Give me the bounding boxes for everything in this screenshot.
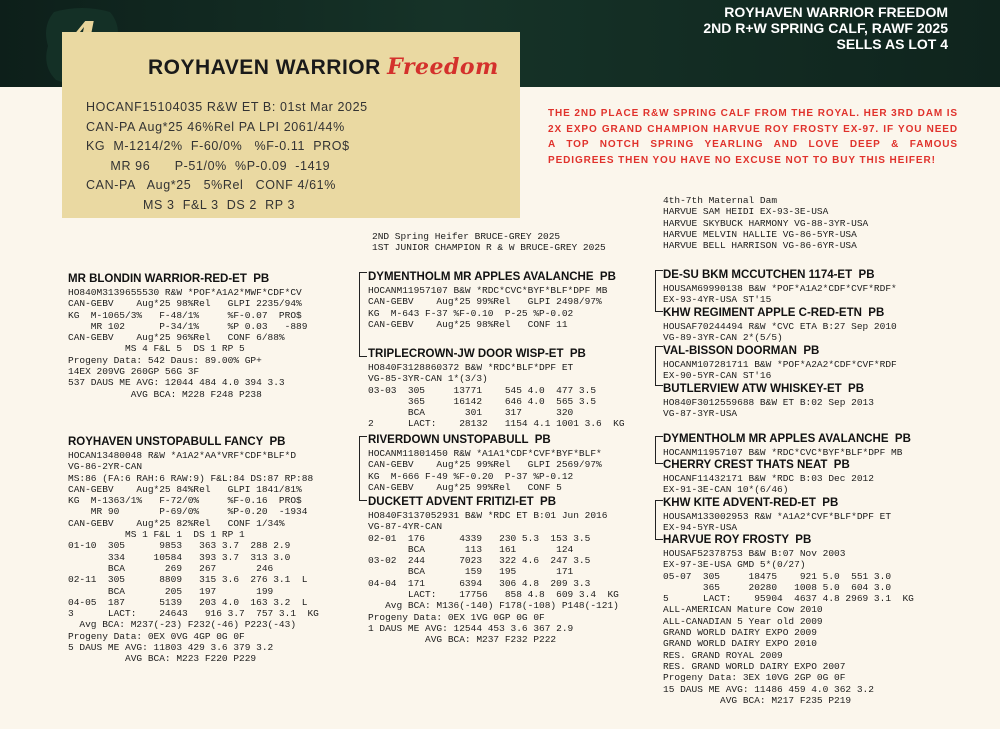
sire-sire-details: HOCANM11957107 B&W *RDC*CVC*BYF*BLF*DPF MB CAN-GEBV Aug*25 99%Rel GLPI 2498/97% KG M-643 F-37 %F-0.10 P-25 %P-0.02 CAN-GEBV Aug*25 98%Rel CONF 11 xyxy=(368,285,608,330)
lot-info-title: ROYHAVEN WARRIOR FREEDOM xyxy=(724,4,948,20)
award-line: 2ND Spring Heifer BRUCE-GREY 2025 xyxy=(372,231,561,242)
sire-dam-details: HO840F3128860372 B&W *RDC*BLF*DPF ET VG-85-3YR-CAN 1*(3/3) 03-03 305 13771 545 4.0 477 3.5 365 16142 646 4.0 565 3.5 BCA 301 317 320 2 LACT: 28132 1154 4.1 1001 3.6 KG xyxy=(368,362,625,430)
promo-text: THE 2ND PLACE R&W SPRING CALF FROM THE ROYAL. HER 3RD DAM IS 2X EXPO GRAND CHAMPION HARVUE ROY FROSTY EX-97. IF YOU NEED A TOP NOTCH SPRING YEARLING AND LOVE DEEP & FAMOUS PEDIGREES THEN YOU HAVE NO EXCUSE NOT TO BUY THIS HEIFER! xyxy=(548,108,958,166)
ss-sire-block xyxy=(663,268,897,306)
sire-details: HO840M3139655530 R&W *POF*A1A2*MWF*CDF*CV CAN-GEBV Aug*25 98%Rel GLPI 2235/94% KG M-1065/3% F-48/1% %F-0.07 PRO$ MR 102 P-34/1% %P 0.03 -889 CAN-GEBV Aug*25 96%Rel CONF 6/88% MS 4 F&L 5 DS 1 RP 5 Progeny Data: 542 Daus: 89.00% GP+ 14EX 209VG 260GP 56G 3F 537 DAUS ME AVG: 12044 484 4.0 394 3.3 AVG BCA: M228 F248 P238 xyxy=(68,287,308,400)
dd-dam-details: HOUSAF52378753 B&W B:07 Nov 2003 EX-97-3E-USA GMD 5*(0/27) 05-07 305 18475 921 5.0 551 3.0 365 20280 1008 5.0 604 3.0 5 LACT: 95904 4637 4.8 2969 3.1 KG ALL-AMERICAN Mature Cow 2010 ALL-CANADIAN 5 Year old 2009 GRAND WORLD DAIRY EXPO 2009 GRAND WORLD DAIRY EXPO 2010 RES. GRAND ROYAL 2009 RES. GRAND WORLD DAIRY EXPO 2007 Progeny Data: 3EX 10VG 2GP 0G 0F 15 DAUS ME AVG: 11486 459 4.0 362 3.2 AVG BCA: M217 F235 P219 xyxy=(663,548,914,706)
dam-sire-block xyxy=(368,433,602,493)
bracket-tick xyxy=(655,270,663,271)
lot-info-sells: SELLS AS LOT 4 xyxy=(836,36,948,52)
ds-dam-name: CHERRY CREST THATS NEAT PB xyxy=(663,459,850,471)
stat-line: CAN-PA Aug*25 5%Rel CONF 4/61% xyxy=(86,178,336,192)
stat-line: MS 3 F&L 3 DS 2 RP 3 xyxy=(86,197,296,212)
animal-stats xyxy=(86,98,368,215)
ss-dam-name: KHW REGIMENT APPLE C-RED-ETN PB xyxy=(663,307,885,319)
stat-line: MR 96 P-51/0% %P-0.09 -1419 xyxy=(86,158,331,173)
bracket-tick xyxy=(655,463,663,464)
sire-sire-name: DYMENTHOLM MR APPLES AVALANCHE PB xyxy=(368,271,616,283)
sd-dam-name: BUTLERVIEW ATW WHISKEY-ET PB xyxy=(663,383,865,395)
dam-dam-block xyxy=(368,495,619,646)
bracket-tick xyxy=(359,272,367,273)
animal-name xyxy=(148,54,499,80)
bracket-line xyxy=(655,346,656,386)
stat-line: HOCANF15104035 R&W ET B: 01st Mar 2025 xyxy=(86,100,368,114)
maternal-line: HARVUE SAM HEIDI EX-93-3E-USA xyxy=(663,206,829,218)
maternal-dams xyxy=(663,195,868,251)
sd-sire-block xyxy=(663,344,897,382)
ss-sire-name: DE-SU BKM MCCUTCHEN 1174-ET PB xyxy=(663,269,875,281)
dd-dam-block xyxy=(663,533,914,706)
lot-info xyxy=(703,4,948,52)
dam-sire-name: RIVERDOWN UNSTOPABULL PB xyxy=(368,434,551,446)
sire-sire-block xyxy=(368,270,616,330)
sd-dam-details: HO840F3012559688 B&W ET B:02 Sep 2013 VG-87-3YR-USA xyxy=(663,397,874,420)
maternal-line: HARVUE MELVIN HALLIE VG-86-5YR-USA xyxy=(663,228,857,240)
bracket-line xyxy=(655,500,656,540)
bracket-tick xyxy=(359,500,367,501)
show-awards xyxy=(372,231,606,254)
bracket-line xyxy=(655,270,656,312)
ds-dam-details: HOCANF11432171 B&W *RDC B:03 Dec 2012 EX-91-3E-CAN 10*(6/46) xyxy=(663,473,874,496)
bracket-line xyxy=(655,436,656,464)
bracket-line xyxy=(359,436,360,501)
maternal-line: HARVUE SKYBUCK HARMONY VG-88-3YR-USA xyxy=(663,217,869,229)
bracket-tick xyxy=(655,539,663,540)
ss-dam-block xyxy=(663,306,897,344)
dam-sire-details: HOCANM11801450 R&W *A1A1*CDF*CVF*BYF*BLF* CAN-GEBV Aug*25 99%Rel GLPI 2569/97% KG M-666 F-49 %F-0.20 P-37 %P-0.12 CAN-GEBV Aug*25 99%Rel CONF 5 xyxy=(368,448,602,493)
bracket-tick xyxy=(655,311,663,312)
stat-line: KG M-1214/2% F-60/0% %F-0.11 PRO$ xyxy=(86,139,350,153)
ss-sire-details: HOUSAM69990138 B&W *POF*A1A2*CDF*CVF*RDF* EX-93-4YR-USA ST'15 xyxy=(663,283,897,306)
sire-block xyxy=(68,272,307,400)
dd-sire-details: HOUSAM133002953 R&W *A1A2*CVF*BLF*DPF ET EX-94-5YR-USA xyxy=(663,511,892,534)
bracket-tick xyxy=(655,385,663,386)
animal-name-main: ROYHAVEN WARRIOR xyxy=(148,56,381,79)
lot-info-class: 2ND R+W SPRING CALF, RAWF 2025 xyxy=(703,20,948,36)
dd-dam-name: HARVUE ROY FROSTY PB xyxy=(663,534,812,546)
animal-panel xyxy=(62,32,520,218)
bracket-tick xyxy=(655,500,663,501)
maternal-line: HARVUE BELL HARRISON VG-86-6YR-USA xyxy=(663,240,857,252)
dam-block xyxy=(68,435,319,665)
animal-name-script: Freedom xyxy=(387,54,499,80)
sire-name: MR BLONDIN WARRIOR-RED-ET PB xyxy=(68,273,270,285)
ds-sire-details: HOCANM11957107 B&W *RDC*CVC*BYF*BLF*DPF MB xyxy=(663,447,903,458)
sd-dam-block xyxy=(663,382,874,420)
dd-sire-block xyxy=(663,496,891,534)
sire-dam-block xyxy=(368,347,625,430)
bracket-tick xyxy=(359,436,367,437)
bracket-tick xyxy=(359,356,367,357)
sire-dam-name: TRIPLECROWN-JW DOOR WISP-ET PB xyxy=(368,348,586,360)
dam-name: ROYHAVEN UNSTOPABULL FANCY PB xyxy=(68,436,286,448)
bracket-tick xyxy=(655,346,663,347)
ds-dam-block xyxy=(663,458,874,496)
maternal-title: 4th-7th Maternal Dam xyxy=(663,195,778,206)
dd-sire-name: KHW KITE ADVENT-RED-ET PB xyxy=(663,497,839,509)
ds-sire-block xyxy=(663,432,911,458)
stat-line: CAN-PA Aug*25 46%Rel PA LPI 2061/44% xyxy=(86,119,345,134)
sd-sire-name: VAL-BISSON DOORMAN PB xyxy=(663,345,820,357)
sd-sire-details: HOCANM107281711 B&W *POF*A2A2*CDF*CVF*RDF EX-90-5YR-CAN ST'16 xyxy=(663,359,897,382)
bracket-line xyxy=(359,272,360,357)
award-line: 1ST JUNIOR CHAMPION R & W BRUCE-GREY 2025 xyxy=(372,242,606,254)
ds-sire-name: DYMENTHOLM MR APPLES AVALANCHE PB xyxy=(663,433,911,445)
dam-dam-details: HO840F3137052931 B&W *RDC ET B:01 Jun 2016 VG-87-4YR-CAN 02-01 176 4339 230 5.3 153 3.5 BCA 113 161 124 03-02 244 7023 322 4.6 247 3.5 BCA 159 195 171 04-04 171 6394 306 4.8 209 3.3 LACT: 17756 858 4.8 609 3.4 KG Avg BCA: M136(-140) F178(-108) P148(-121) Progeny Data: 0EX 1VG 0GP 0G 0F 1 DAUS ME AVG: 12544 453 3.6 367 2.9 AVG BCA: M237 F232 P222 xyxy=(368,510,619,646)
bracket-tick xyxy=(655,436,663,437)
dam-dam-name: DUCKETT ADVENT FRITIZI-ET PB xyxy=(368,496,557,508)
dam-details: HOCAN13480048 R&W *A1A2*AA*VRF*CDF*BLF*D VG-86-2YR-CAN MS:86 (FA:6 RAH:6 RAW:9) F&L:84 DS:87 RP:88 CAN-GEBV Aug*25 84%Rel GLPI 1841/81% KG M-1363/1% F-72/0% %F-0.16 PRO$ MR 90 P-69/0% %P-0.20 -1934 CAN-GEBV Aug*25 82%Rel CONF 1/34% MS 1 F&L 1 DS 1 RP 1 01-10 305 9853 363 3.7 288 2.9 334 10584 393 3.7 313 3.0 BCA 269 267 246 02-11 305 8809 315 3.6 276 3.1 L BCA 205 197 199 04-05 187 5139 203 4.0 163 3.2 L 3 LACT: 24643 916 3.7 757 3.1 KG Avg BCA: M237(-23) F232(-46) P223(-43) Progeny Data: 0EX 0VG 4GP 0G 0F 5 DAUS ME AVG: 11803 429 3.6 379 3.2 AVG BCA: M223 F220 P229 xyxy=(68,450,319,665)
ss-dam-details: HOUSAF70244494 R&W *CVC ETA B:27 Sep 2010 VG-89-3YR-CAN 2*(5/5) xyxy=(663,321,897,344)
